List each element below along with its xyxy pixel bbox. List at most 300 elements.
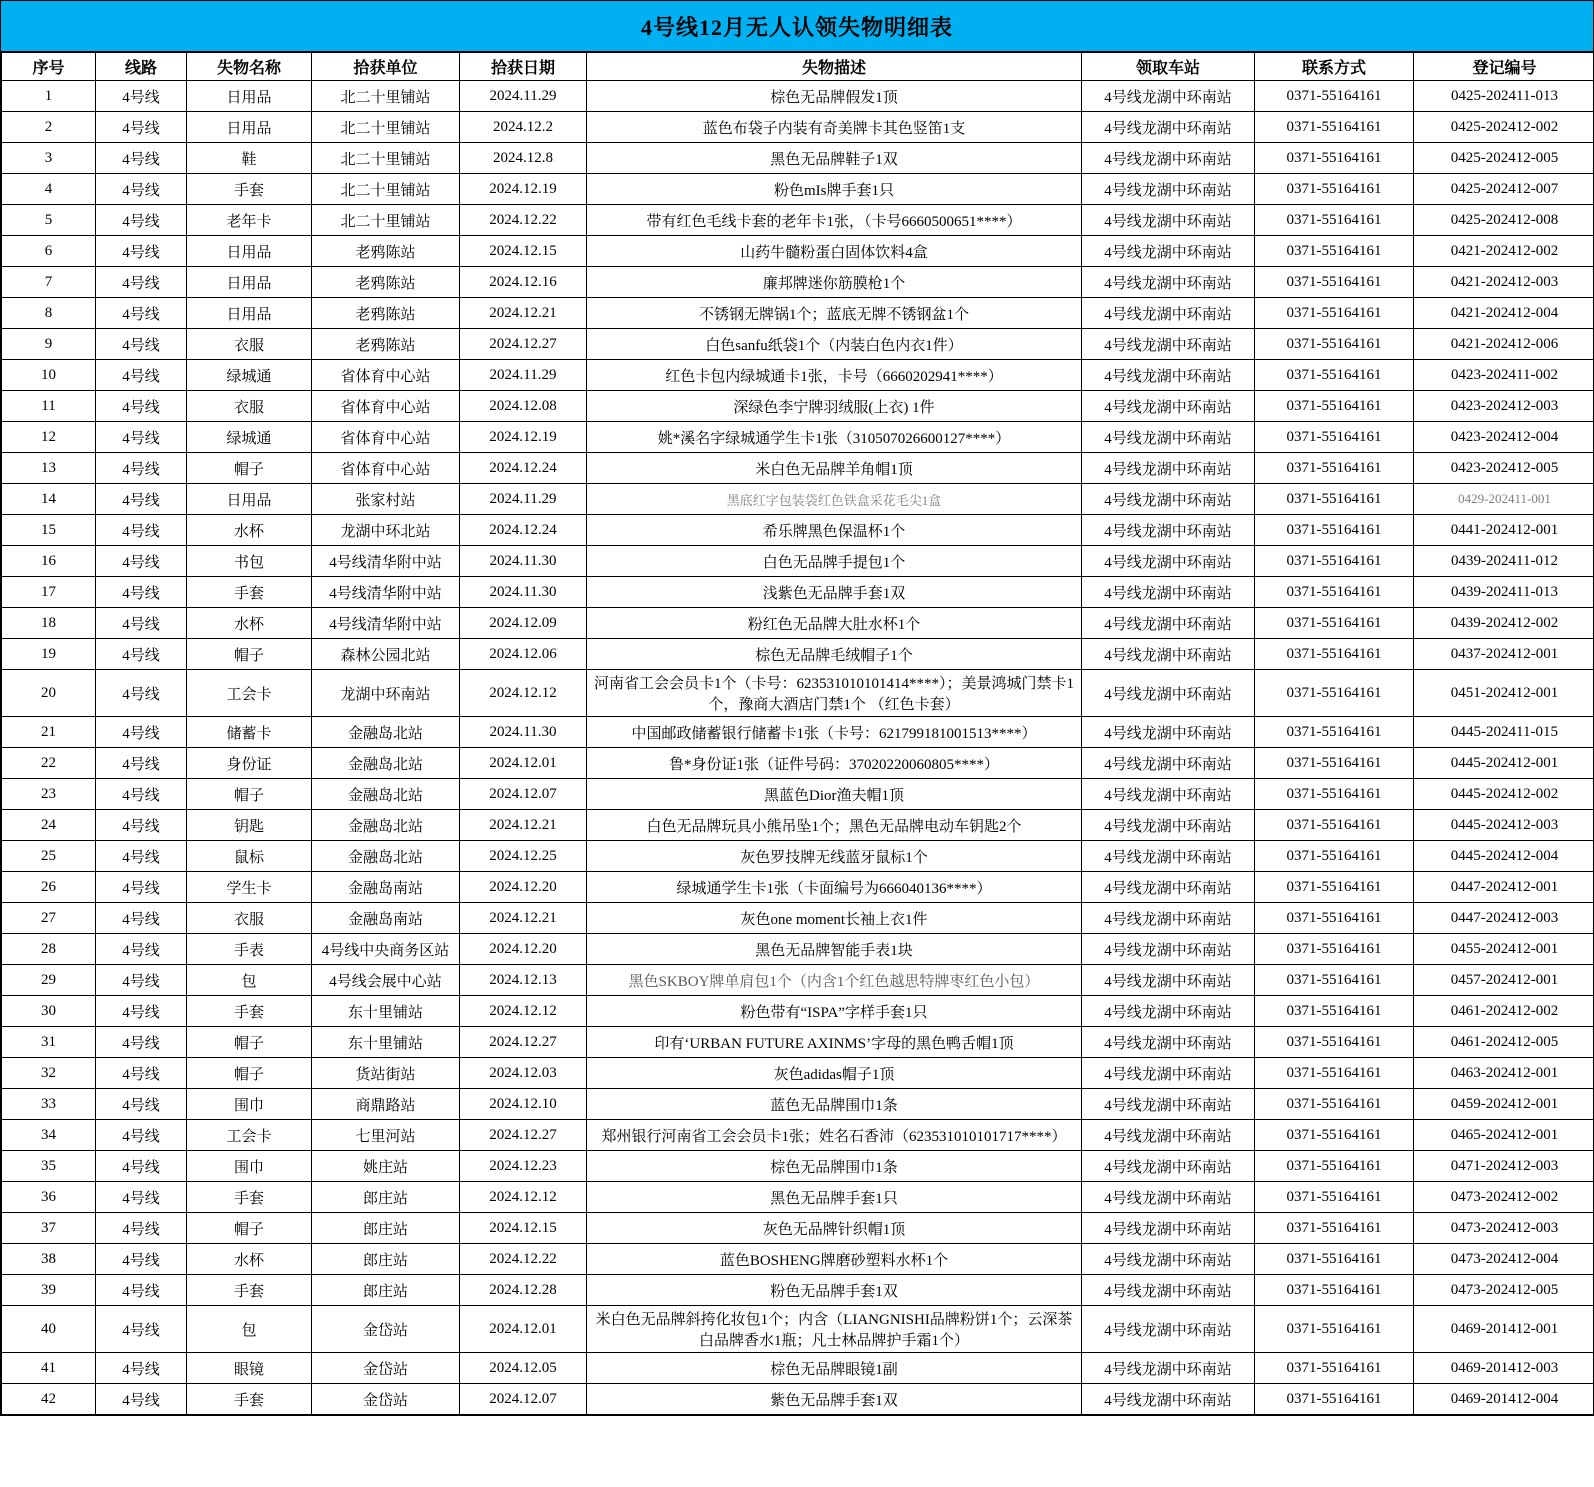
- cell-found-unit: 郎庄站: [312, 1275, 460, 1306]
- cell-description: 灰色one moment长袖上衣1件: [587, 903, 1082, 934]
- cell-item-name: 工会卡: [187, 1120, 312, 1151]
- cell-no: 29: [2, 965, 96, 996]
- cell-found-date: 2024.12.12: [460, 670, 587, 717]
- cell-line: 4号线: [96, 546, 187, 577]
- cell-found-date: 2024.12.22: [460, 1244, 587, 1275]
- cell-found-unit: 金融岛北站: [312, 841, 460, 872]
- cell-no: 36: [2, 1182, 96, 1213]
- cell-item-name: 老年卡: [187, 205, 312, 236]
- cell-found-date: 2024.12.24: [460, 453, 587, 484]
- cell-found-unit: 老鸦陈站: [312, 267, 460, 298]
- cell-reg-no: 0469-201412-001: [1414, 1306, 1594, 1353]
- cell-line: 4号线: [96, 717, 187, 748]
- cell-no: 35: [2, 1151, 96, 1182]
- cell-found-date: 2024.12.01: [460, 748, 587, 779]
- cell-item-name: 帽子: [187, 639, 312, 670]
- cell-claim-station: 4号线龙湖中环南站: [1082, 1353, 1255, 1384]
- cell-claim-station: 4号线龙湖中环南站: [1082, 577, 1255, 608]
- cell-no: 3: [2, 143, 96, 174]
- cell-line: 4号线: [96, 515, 187, 546]
- cell-contact: 0371-55164161: [1255, 670, 1414, 717]
- cell-item-name: 钥匙: [187, 810, 312, 841]
- cell-claim-station: 4号线龙湖中环南站: [1082, 1089, 1255, 1120]
- cell-description: 米白色无品牌羊角帽1顶: [587, 453, 1082, 484]
- cell-description: 米白色无品牌斜挎化妆包1个；内含（LIANGNISHI品牌粉饼1个；云深茶白品牌香水1瓶；凡士林品牌护手霜1个）: [587, 1306, 1082, 1353]
- cell-found-unit: 东十里铺站: [312, 1027, 460, 1058]
- table-row: [2, 1384, 1594, 1415]
- cell-no: 18: [2, 608, 96, 639]
- cell-contact: 0371-55164161: [1255, 965, 1414, 996]
- cell-line: 4号线: [96, 1058, 187, 1089]
- cell-description: 廉邦牌迷你筋膜枪1个: [587, 267, 1082, 298]
- cell-no: 30: [2, 996, 96, 1027]
- cell-line: 4号线: [96, 453, 187, 484]
- cell-reg-no: 0421-202412-003: [1414, 267, 1594, 298]
- cell-no: 5: [2, 205, 96, 236]
- cell-claim-station: 4号线龙湖中环南站: [1082, 484, 1255, 515]
- cell-reg-no: 0421-202412-006: [1414, 329, 1594, 360]
- cell-item-name: 围巾: [187, 1151, 312, 1182]
- cell-no: 13: [2, 453, 96, 484]
- cell-reg-no: 0439-202411-012: [1414, 546, 1594, 577]
- cell-line: 4号线: [96, 608, 187, 639]
- table-row: [2, 1120, 1594, 1151]
- cell-reg-no: 0473-202412-002: [1414, 1182, 1594, 1213]
- cell-line: 4号线: [96, 329, 187, 360]
- cell-found-date: 2024.11.29: [460, 484, 587, 515]
- cell-claim-station: 4号线龙湖中环南站: [1082, 934, 1255, 965]
- cell-item-name: 衣服: [187, 903, 312, 934]
- cell-contact: 0371-55164161: [1255, 546, 1414, 577]
- cell-line: 4号线: [96, 903, 187, 934]
- cell-item-name: 手套: [187, 1275, 312, 1306]
- cell-claim-station: 4号线龙湖中环南站: [1082, 1244, 1255, 1275]
- cell-item-name: 书包: [187, 546, 312, 577]
- cell-claim-station: 4号线龙湖中环南站: [1082, 670, 1255, 717]
- cell-claim-station: 4号线龙湖中环南站: [1082, 1182, 1255, 1213]
- cell-contact: 0371-55164161: [1255, 872, 1414, 903]
- cell-found-date: 2024.12.01: [460, 1306, 587, 1353]
- cell-description: 鲁*身份证1张（证件号码：37020220060805****）: [587, 748, 1082, 779]
- cell-found-date: 2024.11.29: [460, 360, 587, 391]
- cell-reg-no: 0445-202412-001: [1414, 748, 1594, 779]
- header-contact: 联系方式: [1255, 53, 1414, 81]
- cell-contact: 0371-55164161: [1255, 577, 1414, 608]
- table-row: [2, 546, 1594, 577]
- cell-no: 37: [2, 1213, 96, 1244]
- cell-description: 黑色无品牌手套1只: [587, 1182, 1082, 1213]
- cell-claim-station: 4号线龙湖中环南站: [1082, 872, 1255, 903]
- cell-description: 粉红色无品牌大肚水杯1个: [587, 608, 1082, 639]
- cell-line: 4号线: [96, 267, 187, 298]
- table-row: [2, 484, 1594, 515]
- table-row: [2, 779, 1594, 810]
- header-found-date: 拾获日期: [460, 53, 587, 81]
- cell-item-name: 日用品: [187, 81, 312, 112]
- table-row: [2, 1089, 1594, 1120]
- cell-claim-station: 4号线龙湖中环南站: [1082, 903, 1255, 934]
- cell-item-name: 眼镜: [187, 1353, 312, 1384]
- cell-item-name: 日用品: [187, 298, 312, 329]
- cell-no: 19: [2, 639, 96, 670]
- cell-line: 4号线: [96, 1151, 187, 1182]
- cell-item-name: 日用品: [187, 236, 312, 267]
- cell-found-unit: 森林公园北站: [312, 639, 460, 670]
- cell-claim-station: 4号线龙湖中环南站: [1082, 515, 1255, 546]
- cell-claim-station: 4号线龙湖中环南站: [1082, 1151, 1255, 1182]
- cell-item-name: 绿城通: [187, 360, 312, 391]
- cell-item-name: 衣服: [187, 391, 312, 422]
- cell-item-name: 帽子: [187, 1213, 312, 1244]
- cell-claim-station: 4号线龙湖中环南站: [1082, 810, 1255, 841]
- cell-no: 6: [2, 236, 96, 267]
- cell-item-name: 储蓄卡: [187, 717, 312, 748]
- cell-found-date: 2024.12.27: [460, 1027, 587, 1058]
- cell-no: 11: [2, 391, 96, 422]
- cell-contact: 0371-55164161: [1255, 453, 1414, 484]
- cell-contact: 0371-55164161: [1255, 996, 1414, 1027]
- cell-found-date: 2024.12.08: [460, 391, 587, 422]
- cell-found-unit: 4号线清华附中站: [312, 608, 460, 639]
- cell-line: 4号线: [96, 81, 187, 112]
- cell-description: 深绿色李宁牌羽绒服(上衣) 1件: [587, 391, 1082, 422]
- cell-item-name: 包: [187, 965, 312, 996]
- cell-description: 粉色带有“ISPA”字样手套1只: [587, 996, 1082, 1027]
- cell-no: 32: [2, 1058, 96, 1089]
- cell-found-unit: 北二十里铺站: [312, 143, 460, 174]
- cell-reg-no: 0473-202412-004: [1414, 1244, 1594, 1275]
- cell-no: 22: [2, 748, 96, 779]
- cell-no: 4: [2, 174, 96, 205]
- table-row: [2, 515, 1594, 546]
- cell-line: 4号线: [96, 810, 187, 841]
- cell-contact: 0371-55164161: [1255, 236, 1414, 267]
- cell-found-date: 2024.12.20: [460, 872, 587, 903]
- cell-claim-station: 4号线龙湖中环南站: [1082, 1120, 1255, 1151]
- cell-description: 中国邮政储蓄银行储蓄卡1张（卡号：621799181001513****）: [587, 717, 1082, 748]
- cell-line: 4号线: [96, 422, 187, 453]
- cell-found-unit: 金融岛北站: [312, 717, 460, 748]
- table-row: [2, 810, 1594, 841]
- cell-found-date: 2024.12.12: [460, 1182, 587, 1213]
- cell-no: 23: [2, 779, 96, 810]
- cell-found-date: 2024.12.2: [460, 112, 587, 143]
- cell-line: 4号线: [96, 1182, 187, 1213]
- cell-no: 24: [2, 810, 96, 841]
- cell-found-date: 2024.12.09: [460, 608, 587, 639]
- cell-contact: 0371-55164161: [1255, 1384, 1414, 1415]
- cell-found-unit: 北二十里铺站: [312, 81, 460, 112]
- cell-reg-no: 0445-202412-004: [1414, 841, 1594, 872]
- cell-claim-station: 4号线龙湖中环南站: [1082, 267, 1255, 298]
- header-reg-no: 登记编号: [1414, 53, 1594, 81]
- cell-found-unit: 七里河站: [312, 1120, 460, 1151]
- cell-reg-no: 0463-202412-001: [1414, 1058, 1594, 1089]
- cell-description: 郑州银行河南省工会会员卡1张；姓名石香沛（623531010101717****）: [587, 1120, 1082, 1151]
- cell-description: 灰色无品牌针织帽1顶: [587, 1213, 1082, 1244]
- cell-claim-station: 4号线龙湖中环南站: [1082, 453, 1255, 484]
- cell-reg-no: 0445-202412-002: [1414, 779, 1594, 810]
- cell-reg-no: 0459-202412-001: [1414, 1089, 1594, 1120]
- cell-contact: 0371-55164161: [1255, 391, 1414, 422]
- cell-contact: 0371-55164161: [1255, 515, 1414, 546]
- cell-item-name: 绿城通: [187, 422, 312, 453]
- table-row: [2, 841, 1594, 872]
- cell-claim-station: 4号线龙湖中环南站: [1082, 1384, 1255, 1415]
- cell-contact: 0371-55164161: [1255, 1306, 1414, 1353]
- cell-description: 蓝色BOSHENG牌磨砂塑料水杯1个: [587, 1244, 1082, 1275]
- cell-reg-no: 0469-201412-004: [1414, 1384, 1594, 1415]
- cell-item-name: 水杯: [187, 1244, 312, 1275]
- cell-claim-station: 4号线龙湖中环南站: [1082, 717, 1255, 748]
- cell-description: 姚*溪名字绿城通学生卡1张（310507026600127****）: [587, 422, 1082, 453]
- cell-line: 4号线: [96, 1275, 187, 1306]
- cell-description: 山药牛髓粉蛋白固体饮料4盒: [587, 236, 1082, 267]
- cell-description: 黑蓝色Dior渔夫帽1顶: [587, 779, 1082, 810]
- cell-found-unit: 4号线清华附中站: [312, 577, 460, 608]
- cell-contact: 0371-55164161: [1255, 810, 1414, 841]
- table-row: [2, 1353, 1594, 1384]
- cell-line: 4号线: [96, 174, 187, 205]
- table-row: [2, 360, 1594, 391]
- table-row: [2, 453, 1594, 484]
- cell-no: 39: [2, 1275, 96, 1306]
- cell-no: 33: [2, 1089, 96, 1120]
- cell-no: 42: [2, 1384, 96, 1415]
- cell-found-date: 2024.12.19: [460, 422, 587, 453]
- cell-found-unit: 老鸦陈站: [312, 298, 460, 329]
- cell-reg-no: 0425-202412-008: [1414, 205, 1594, 236]
- cell-description: 棕色无品牌眼镜1副: [587, 1353, 1082, 1384]
- table-row: [2, 143, 1594, 174]
- cell-found-unit: 4号线会展中心站: [312, 965, 460, 996]
- cell-reg-no: 0429-202411-001: [1414, 484, 1594, 515]
- table-row: [2, 608, 1594, 639]
- cell-item-name: 帽子: [187, 779, 312, 810]
- cell-line: 4号线: [96, 779, 187, 810]
- cell-found-date: 2024.12.07: [460, 1384, 587, 1415]
- cell-description: 白色sanfu纸袋1个（内装白色内衣1件）: [587, 329, 1082, 360]
- cell-contact: 0371-55164161: [1255, 1120, 1414, 1151]
- cell-contact: 0371-55164161: [1255, 1353, 1414, 1384]
- cell-claim-station: 4号线龙湖中环南站: [1082, 639, 1255, 670]
- cell-found-date: 2024.12.28: [460, 1275, 587, 1306]
- cell-reg-no: 0447-202412-003: [1414, 903, 1594, 934]
- cell-claim-station: 4号线龙湖中环南站: [1082, 1213, 1255, 1244]
- cell-found-unit: 北二十里铺站: [312, 174, 460, 205]
- cell-item-name: 工会卡: [187, 670, 312, 717]
- cell-reg-no: 0425-202411-013: [1414, 81, 1594, 112]
- cell-found-date: 2024.12.23: [460, 1151, 587, 1182]
- cell-contact: 0371-55164161: [1255, 298, 1414, 329]
- cell-description: 白色无品牌玩具小熊吊坠1个；黑色无品牌电动车钥匙2个: [587, 810, 1082, 841]
- cell-item-name: 围巾: [187, 1089, 312, 1120]
- cell-claim-station: 4号线龙湖中环南站: [1082, 112, 1255, 143]
- cell-found-date: 2024.11.29: [460, 81, 587, 112]
- cell-claim-station: 4号线龙湖中环南站: [1082, 329, 1255, 360]
- cell-line: 4号线: [96, 748, 187, 779]
- cell-no: 14: [2, 484, 96, 515]
- cell-claim-station: 4号线龙湖中环南站: [1082, 608, 1255, 639]
- cell-item-name: 手套: [187, 1182, 312, 1213]
- header-found-unit: 拾获单位: [312, 53, 460, 81]
- cell-description: 浅紫色无品牌手套1双: [587, 577, 1082, 608]
- cell-description: 不锈钢无牌锅1个；蓝底无牌不锈钢盆1个: [587, 298, 1082, 329]
- cell-found-unit: 郎庄站: [312, 1182, 460, 1213]
- cell-contact: 0371-55164161: [1255, 1151, 1414, 1182]
- cell-description: 白色无品牌手提包1个: [587, 546, 1082, 577]
- cell-reg-no: 0461-202412-005: [1414, 1027, 1594, 1058]
- cell-item-name: 帽子: [187, 1058, 312, 1089]
- cell-found-date: 2024.12.15: [460, 236, 587, 267]
- cell-line: 4号线: [96, 298, 187, 329]
- cell-found-unit: 金岱站: [312, 1306, 460, 1353]
- cell-reg-no: 0445-202412-003: [1414, 810, 1594, 841]
- table-row: [2, 1058, 1594, 1089]
- header-line: 线路: [96, 53, 187, 81]
- cell-claim-station: 4号线龙湖中环南站: [1082, 422, 1255, 453]
- table-row: [2, 298, 1594, 329]
- cell-found-date: 2024.11.30: [460, 577, 587, 608]
- cell-found-date: 2024.12.21: [460, 810, 587, 841]
- cell-contact: 0371-55164161: [1255, 1244, 1414, 1275]
- cell-contact: 0371-55164161: [1255, 422, 1414, 453]
- cell-description: 棕色无品牌假发1顶: [587, 81, 1082, 112]
- cell-no: 1: [2, 81, 96, 112]
- cell-contact: 0371-55164161: [1255, 1213, 1414, 1244]
- cell-reg-no: 0423-202412-005: [1414, 453, 1594, 484]
- cell-no: 34: [2, 1120, 96, 1151]
- table-row: [2, 112, 1594, 143]
- cell-claim-station: 4号线龙湖中环南站: [1082, 779, 1255, 810]
- cell-found-unit: 东十里铺站: [312, 996, 460, 1027]
- cell-description: 河南省工会会员卡1个（卡号：623531010101414****）；美景鸿城门禁卡1个，豫商大酒店门禁1个 （红色卡套）: [587, 670, 1082, 717]
- cell-item-name: 日用品: [187, 267, 312, 298]
- cell-reg-no: 0423-202412-004: [1414, 422, 1594, 453]
- cell-line: 4号线: [96, 1306, 187, 1353]
- cell-description: 粉色mIs牌手套1只: [587, 174, 1082, 205]
- cell-contact: 0371-55164161: [1255, 934, 1414, 965]
- cell-line: 4号线: [96, 1353, 187, 1384]
- cell-reg-no: 0473-202412-005: [1414, 1275, 1594, 1306]
- cell-reg-no: 0421-202412-004: [1414, 298, 1594, 329]
- cell-reg-no: 0441-202412-001: [1414, 515, 1594, 546]
- cell-found-unit: 省体育中心站: [312, 391, 460, 422]
- cell-found-unit: 货站街站: [312, 1058, 460, 1089]
- cell-claim-station: 4号线龙湖中环南站: [1082, 391, 1255, 422]
- table-row: [2, 717, 1594, 748]
- cell-found-unit: 老鸦陈站: [312, 236, 460, 267]
- cell-contact: 0371-55164161: [1255, 143, 1414, 174]
- cell-reg-no: 0425-202412-005: [1414, 143, 1594, 174]
- cell-claim-station: 4号线龙湖中环南站: [1082, 236, 1255, 267]
- cell-claim-station: 4号线龙湖中环南站: [1082, 1306, 1255, 1353]
- cell-item-name: 鼠标: [187, 841, 312, 872]
- cell-contact: 0371-55164161: [1255, 1089, 1414, 1120]
- cell-found-date: 2024.12.16: [460, 267, 587, 298]
- cell-description: 棕色无品牌毛绒帽子1个: [587, 639, 1082, 670]
- cell-reg-no: 0455-202412-001: [1414, 934, 1594, 965]
- cell-found-date: 2024.12.25: [460, 841, 587, 872]
- cell-reg-no: 0437-202412-001: [1414, 639, 1594, 670]
- cell-line: 4号线: [96, 143, 187, 174]
- cell-no: 17: [2, 577, 96, 608]
- cell-description: 黑色无品牌智能手表1块: [587, 934, 1082, 965]
- cell-contact: 0371-55164161: [1255, 1027, 1414, 1058]
- cell-item-name: 衣服: [187, 329, 312, 360]
- cell-no: 12: [2, 422, 96, 453]
- cell-reg-no: 0423-202411-002: [1414, 360, 1594, 391]
- cell-description: 黑色SKBOY牌单肩包1个（内含1个红色越思特牌枣红色小包）: [587, 965, 1082, 996]
- table-row: [2, 903, 1594, 934]
- cell-description: 希乐牌黑色保温杯1个: [587, 515, 1082, 546]
- cell-claim-station: 4号线龙湖中环南站: [1082, 174, 1255, 205]
- cell-reg-no: 0421-202412-002: [1414, 236, 1594, 267]
- table-row: [2, 1151, 1594, 1182]
- cell-item-name: 手表: [187, 934, 312, 965]
- cell-line: 4号线: [96, 577, 187, 608]
- cell-line: 4号线: [96, 391, 187, 422]
- cell-claim-station: 4号线龙湖中环南站: [1082, 143, 1255, 174]
- table-row: [2, 267, 1594, 298]
- table-row: [2, 174, 1594, 205]
- cell-found-unit: 4号线清华附中站: [312, 546, 460, 577]
- cell-found-date: 2024.12.8: [460, 143, 587, 174]
- cell-contact: 0371-55164161: [1255, 608, 1414, 639]
- cell-claim-station: 4号线龙湖中环南站: [1082, 1275, 1255, 1306]
- cell-contact: 0371-55164161: [1255, 779, 1414, 810]
- table-row: [2, 965, 1594, 996]
- table-row: [2, 1244, 1594, 1275]
- cell-no: 9: [2, 329, 96, 360]
- cell-line: 4号线: [96, 1244, 187, 1275]
- table-row: [2, 1275, 1594, 1306]
- cell-no: 25: [2, 841, 96, 872]
- cell-contact: 0371-55164161: [1255, 112, 1414, 143]
- cell-line: 4号线: [96, 205, 187, 236]
- cell-description: 印有‘URBAN FUTURE AXINMS’字母的黑色鸭舌帽1顶: [587, 1027, 1082, 1058]
- table-row: [2, 934, 1594, 965]
- cell-found-date: 2024.12.10: [460, 1089, 587, 1120]
- cell-line: 4号线: [96, 1027, 187, 1058]
- cell-reg-no: 0445-202411-015: [1414, 717, 1594, 748]
- cell-found-date: 2024.12.13: [460, 965, 587, 996]
- cell-found-date: 2024.11.30: [460, 546, 587, 577]
- table-row: [2, 1182, 1594, 1213]
- cell-reg-no: 0471-202412-003: [1414, 1151, 1594, 1182]
- cell-found-date: 2024.12.15: [460, 1213, 587, 1244]
- cell-item-name: 日用品: [187, 484, 312, 515]
- cell-contact: 0371-55164161: [1255, 174, 1414, 205]
- cell-description: 蓝色布袋子内装有奇美牌卡其色竖笛1支: [587, 112, 1082, 143]
- cell-line: 4号线: [96, 841, 187, 872]
- cell-item-name: 水杯: [187, 515, 312, 546]
- cell-found-date: 2024.12.27: [460, 329, 587, 360]
- cell-found-unit: 金融岛北站: [312, 810, 460, 841]
- sheet-title-bar: [1, 1, 1593, 52]
- cell-no: 10: [2, 360, 96, 391]
- cell-claim-station: 4号线龙湖中环南站: [1082, 996, 1255, 1027]
- cell-line: 4号线: [96, 112, 187, 143]
- cell-contact: 0371-55164161: [1255, 267, 1414, 298]
- cell-found-unit: 郎庄站: [312, 1244, 460, 1275]
- cell-item-name: 包: [187, 1306, 312, 1353]
- cell-description: 粉色无品牌手套1双: [587, 1275, 1082, 1306]
- cell-found-date: 2024.12.20: [460, 934, 587, 965]
- cell-line: 4号线: [96, 965, 187, 996]
- cell-found-unit: 老鸦陈站: [312, 329, 460, 360]
- cell-contact: 0371-55164161: [1255, 1275, 1414, 1306]
